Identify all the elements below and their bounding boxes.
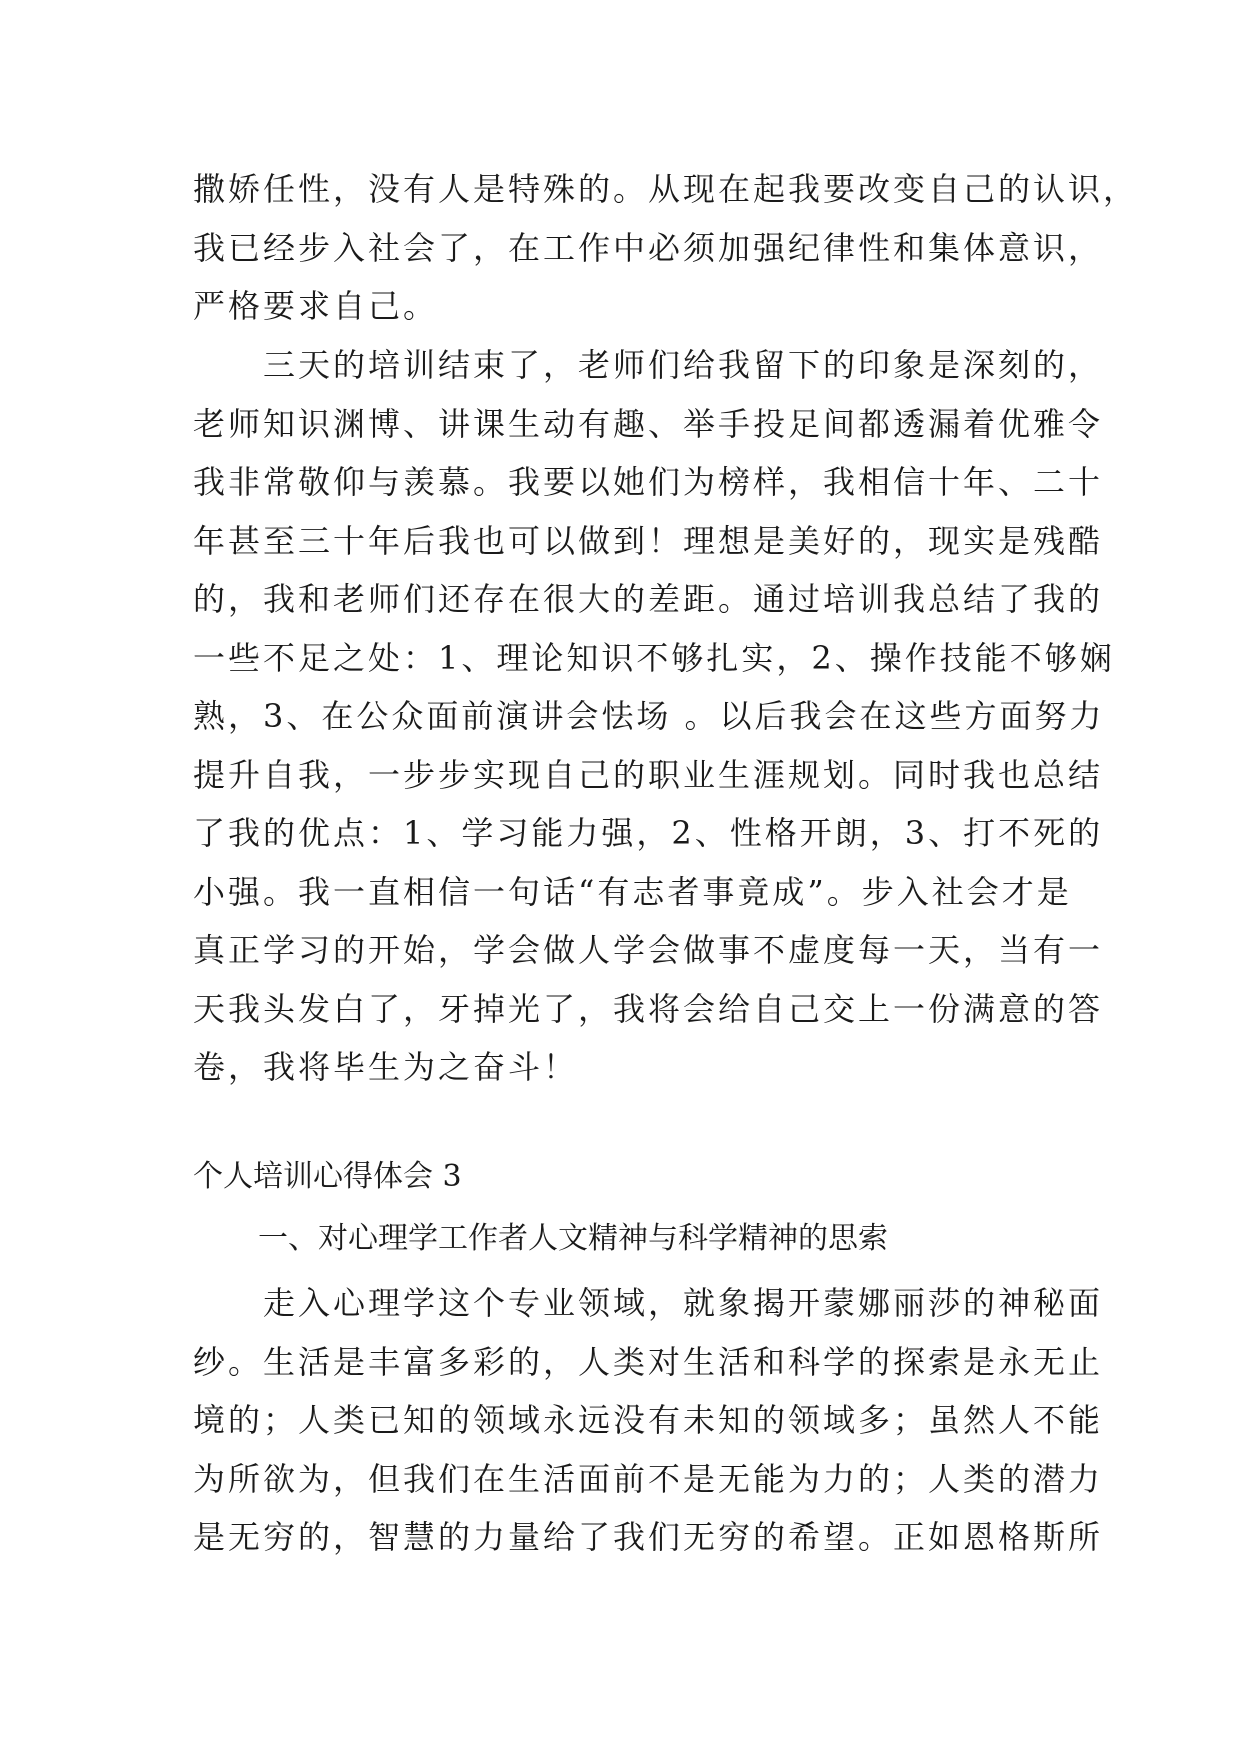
paragraph-2 — [193, 336, 1115, 1097]
text-line: 卷，我将毕生为之奋斗！ — [193, 1048, 579, 1086]
section-heading: 个人培训心得体会 3 — [193, 1159, 462, 1194]
text-line: 纱。生活是丰富多彩的，人类对生活和科学的探索是永无止 — [193, 1342, 1104, 1381]
text-line: 我已经步入社会了，在工作中必须加强纪律性和集体意识， — [193, 228, 1104, 267]
section-subheading: 一、对心理学工作者人文精神与科学精神的思索 — [258, 1221, 888, 1256]
text-line: 年甚至三十年后我也可以做到！理想是美好的，现实是残酷 — [193, 521, 1104, 560]
text-line: 是无穷的，智慧的力量给了我们无穷的希望。正如恩格斯所 — [193, 1518, 1104, 1556]
text-line: 小强。我一直相信一句话“有志者事竟成”。步入社会才是 — [193, 872, 1072, 911]
text-line: 为所欲为，但我们在生活面前不是无能为力的；人类的潜力 — [193, 1459, 1104, 1498]
text-line: 熟，3、在公众面前演讲会怯场 。以后我会在这些方面努力 — [193, 697, 1105, 735]
text-line: 一些不足之处：1、理论知识不够扎实，2、操作技能不够娴 — [193, 638, 1115, 677]
text-line: 老师知识渊博、讲课生动有趣、举手投足间都透漏着优雅令 — [193, 404, 1104, 443]
text-line: 我非常敬仰与羡慕。我要以她们为榜样，我相信十年、二十 — [193, 463, 1104, 501]
text-line: 的，我和老师们还存在很大的差距。通过培训我总结了我的 — [193, 580, 1104, 618]
text-line: 撒娇任性，没有人是特殊的。从现在起我要改变自己的认识， — [193, 170, 1139, 208]
paragraph-3 — [193, 1274, 1104, 1567]
text-line: 天我头发白了，牙掉光了，我将会给自己交上一份满意的答 — [193, 989, 1104, 1028]
text-line: 严格要求自己。 — [193, 287, 439, 325]
text-line: 走入心理学这个专业领域，就象揭开蒙娜丽莎的神秘面 — [193, 1284, 1104, 1322]
text-line: 真正学习的开始，学会做人学会做事不虚度每一天，当有一 — [193, 931, 1104, 969]
text-line: 境的；人类已知的领域永远没有未知的领域多；虽然人不能 — [193, 1401, 1104, 1439]
text-line: 提升自我，一步步实现自己的职业生涯规划。同时我也总结 — [193, 755, 1104, 794]
paragraph-1 — [193, 160, 1139, 336]
text-line: 三天的培训结束了，老师们给我留下的印象是深刻的， — [193, 346, 1104, 384]
text-line: 了我的优点：1、学习能力强，2、性格开朗，3、打不死的 — [193, 814, 1104, 852]
